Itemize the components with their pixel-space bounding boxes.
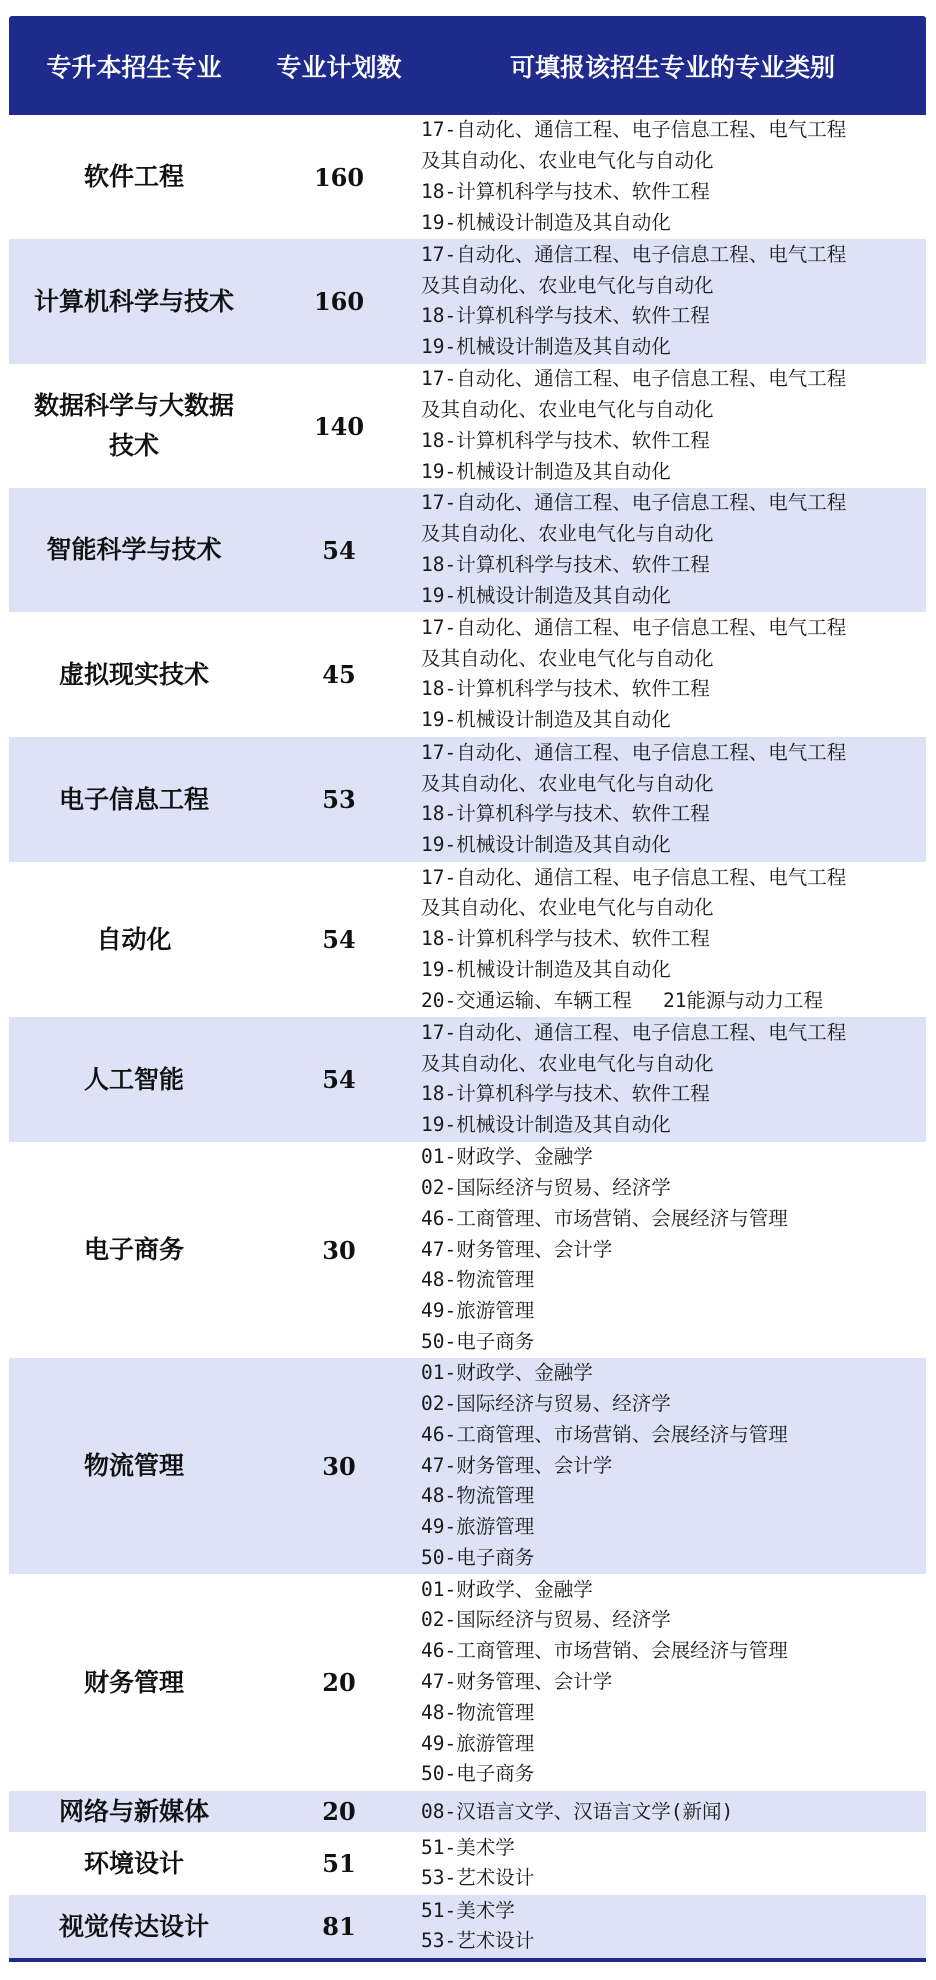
major-name: 网络与新媒体	[58, 1796, 209, 1826]
table-body	[9, 115, 926, 1958]
table-row	[9, 1832, 926, 1895]
major-name: 电子信息工程	[58, 784, 209, 814]
category-line: 19-机械设计制造及其自动化	[421, 335, 671, 359]
category-line: 17-自动化、通信工程、电子信息工程、电气工程	[421, 242, 847, 266]
eligible-categories	[419, 1895, 926, 1958]
plan-count: 30	[322, 1451, 356, 1481]
plan-count: 20	[322, 1668, 356, 1697]
major-name: 电子商务	[83, 1235, 184, 1264]
category-line: 19-机械设计制造及其自动化	[421, 957, 671, 981]
table-row	[9, 364, 926, 488]
category-line: 47-财务管理、会计学	[421, 1237, 613, 1261]
category-line: 01-财政学、金融学	[421, 1577, 593, 1601]
plan-count: 54	[322, 925, 356, 954]
category-line: 及其自动化、农业电气化与自动化	[421, 1051, 714, 1075]
category-line: 17-自动化、通信工程、电子信息工程、电气工程	[421, 491, 847, 515]
category-line: 及其自动化、农业电气化与自动化	[421, 398, 714, 422]
eligible-categories	[419, 1574, 926, 1791]
category-line: 49-旅游管理	[421, 1515, 535, 1539]
eligible-categories	[419, 612, 926, 737]
category-line: 20-交通运输、车辆工程 21能源与动力工程	[421, 988, 823, 1012]
category-line: 46-工商管理、市场营销、会展经济与管理	[421, 1639, 788, 1663]
plan-count: 30	[322, 1235, 356, 1265]
eligible-categories	[419, 1142, 926, 1358]
category-line: 02-国际经济与贸易、经济学	[421, 1391, 671, 1415]
category-line: 18-计算机科学与技术、软件工程	[421, 552, 710, 576]
table-header	[9, 16, 926, 115]
category-line: 02-国际经济与贸易、经济学	[421, 1175, 671, 1199]
header-major: 专升本招生专业	[46, 52, 222, 82]
category-line: 17-自动化、通信工程、电子信息工程、电气工程	[421, 1020, 847, 1044]
table-row	[9, 488, 926, 612]
table-row	[9, 1017, 926, 1142]
eligible-categories	[419, 862, 926, 1017]
category-line: 18-计算机科学与技术、软件工程	[421, 304, 710, 328]
category-line: 50-电子商务	[421, 1762, 535, 1786]
eligible-categories	[419, 488, 926, 612]
category-line: 02-国际经济与贸易、经济学	[421, 1608, 671, 1632]
category-line: 及其自动化、农业电气化与自动化	[421, 646, 714, 670]
category-line: 01-财政学、金融学	[421, 1361, 593, 1385]
enrollment-table	[9, 16, 926, 1962]
category-line: 50-电子商务	[421, 1545, 535, 1569]
major-name: 环境设计	[83, 1848, 184, 1878]
category-line: 51-美术学	[421, 1898, 515, 1922]
header-categories: 可填报该招生专业的专业类别	[509, 52, 835, 82]
eligible-categories	[419, 737, 926, 862]
plan-count: 51	[322, 1849, 356, 1878]
major-name: 视觉传达设计	[58, 1911, 209, 1941]
plan-count: 54	[322, 535, 356, 565]
category-line: 及其自动化、农业电气化与自动化	[421, 522, 714, 546]
category-line: 17-自动化、通信工程、电子信息工程、电气工程	[421, 118, 847, 142]
category-line: 46-工商管理、市场营销、会展经济与管理	[421, 1206, 788, 1230]
category-line: 53-艺术设计	[421, 1929, 535, 1953]
eligible-categories	[419, 1017, 926, 1142]
table-row	[9, 1895, 926, 1958]
table-row	[9, 862, 926, 1017]
category-line: 及其自动化、农业电气化与自动化	[421, 896, 714, 920]
major-name: 智能科学与技术	[46, 535, 222, 564]
category-line: 17-自动化、通信工程、电子信息工程、电气工程	[421, 865, 847, 889]
category-line: 18-计算机科学与技术、软件工程	[421, 1082, 710, 1106]
category-line: 及其自动化、农业电气化与自动化	[421, 149, 714, 173]
major-name: 虚拟现实技术	[58, 659, 209, 689]
eligible-categories	[419, 115, 926, 239]
category-line: 50-电子商务	[421, 1329, 535, 1353]
category-line: 18-计算机科学与技术、软件工程	[421, 677, 710, 701]
major-name: 自动化	[96, 924, 172, 954]
major-name: 财务管理	[83, 1667, 184, 1697]
major-name: 软件工程	[83, 162, 184, 191]
eligible-categories	[419, 364, 926, 488]
eligible-categories	[419, 1358, 926, 1574]
category-line: 08-汉语言文学、汉语言文学(新闻)	[421, 1799, 734, 1823]
category-line: 49-旅游管理	[421, 1299, 535, 1323]
category-line: 47-财务管理、会计学	[421, 1453, 613, 1477]
category-line: 01-财政学、金融学	[421, 1145, 593, 1169]
category-line: 48-物流管理	[421, 1484, 535, 1508]
table-row	[9, 612, 926, 737]
table-bottom-border	[9, 1958, 926, 1962]
eligible-categories	[419, 1832, 926, 1895]
category-line: 18-计算机科学与技术、软件工程	[421, 179, 710, 203]
category-line: 19-机械设计制造及其自动化	[421, 708, 671, 732]
table-row	[9, 1574, 926, 1791]
plan-count: 160	[313, 162, 365, 192]
category-line: 19-机械设计制造及其自动化	[421, 583, 671, 607]
major-name: 数据科学与大数据技术	[33, 391, 234, 460]
table-row	[9, 115, 926, 239]
table-row	[9, 239, 926, 364]
category-line: 18-计算机科学与技术、软件工程	[421, 927, 710, 951]
category-line: 49-旅游管理	[421, 1731, 535, 1755]
category-line: 48-物流管理	[421, 1268, 535, 1292]
plan-count: 54	[322, 1065, 356, 1094]
eligible-categories	[419, 1791, 926, 1832]
category-line: 及其自动化、农业电气化与自动化	[421, 273, 714, 297]
plan-count: 20	[322, 1797, 356, 1826]
category-line: 19-机械设计制造及其自动化	[421, 210, 671, 234]
table-row	[9, 1791, 926, 1832]
category-line: 48-物流管理	[421, 1700, 535, 1724]
category-line: 46-工商管理、市场营销、会展经济与管理	[421, 1422, 788, 1446]
category-line: 18-计算机科学与技术、软件工程	[421, 802, 710, 826]
plan-count: 140	[313, 411, 365, 441]
category-line: 53-艺术设计	[421, 1866, 535, 1890]
plan-count: 81	[322, 1912, 356, 1941]
category-line: 47-财务管理、会计学	[421, 1670, 613, 1694]
table-row	[9, 737, 926, 862]
category-line: 51-美术学	[421, 1835, 515, 1859]
plan-count: 160	[313, 287, 365, 316]
plan-count: 45	[322, 660, 356, 689]
major-name: 人工智能	[83, 1064, 184, 1094]
category-line: 及其自动化、农业电气化与自动化	[421, 771, 714, 795]
category-line: 17-自动化、通信工程、电子信息工程、电气工程	[421, 615, 847, 639]
major-name: 计算机科学与技术	[33, 286, 234, 316]
category-line: 17-自动化、通信工程、电子信息工程、电气工程	[421, 740, 847, 764]
category-line: 19-机械设计制造及其自动化	[421, 459, 671, 483]
header-count: 专业计划数	[276, 52, 402, 82]
category-line: 18-计算机科学与技术、软件工程	[421, 428, 710, 452]
category-line: 19-机械设计制造及其自动化	[421, 833, 671, 857]
major-name: 物流管理	[83, 1451, 184, 1480]
table-row	[9, 1358, 926, 1574]
category-line: 17-自动化、通信工程、电子信息工程、电气工程	[421, 367, 847, 391]
category-line: 19-机械设计制造及其自动化	[421, 1113, 671, 1137]
plan-count: 53	[322, 785, 356, 814]
eligible-categories	[419, 239, 926, 364]
table-row	[9, 1142, 926, 1358]
